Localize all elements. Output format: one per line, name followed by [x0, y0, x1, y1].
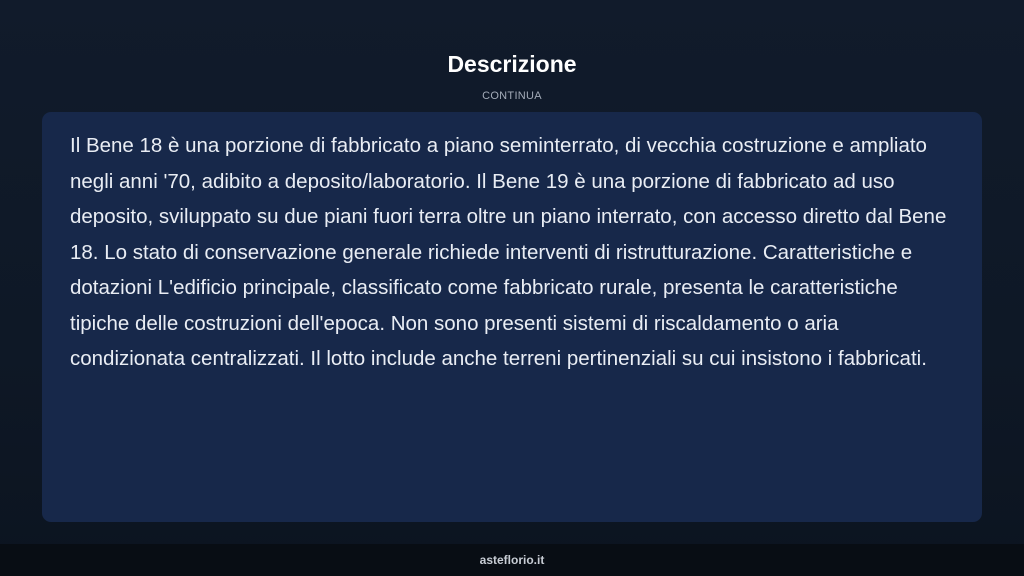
footer-site-label: asteflorio.it — [479, 553, 545, 567]
footer-bar — [0, 544, 1024, 576]
description-card — [42, 112, 982, 522]
description-text: Il Bene 18 è una porzione di fabbricato a piano seminterrato, di vecchia costruzione e ampliato negli anni '70, adibito a deposito/laboratorio. Il Bene 19 è una porzione di fabbricato ad uso deposito, sviluppato su due piani fuori terra oltre un piano interrato, con accesso diretto dal Bene 18. Lo stato di conservazione generale richiede interventi di ristrutturazione. Caratteristiche e dotazioni L'edificio principale, classificato come fabbricato rurale, presenta le caratteristiche tipiche delle costruzioni dell'epoca. Non sono presenti sistemi di riscaldamento o aria condizionata centralizzati. Il lotto include anche terreni pertinenziali su cui insistono i fabbricati. — [70, 134, 947, 370]
page-title: Descrizione — [447, 51, 577, 77]
page-subtitle: CONTINUA — [482, 90, 542, 102]
